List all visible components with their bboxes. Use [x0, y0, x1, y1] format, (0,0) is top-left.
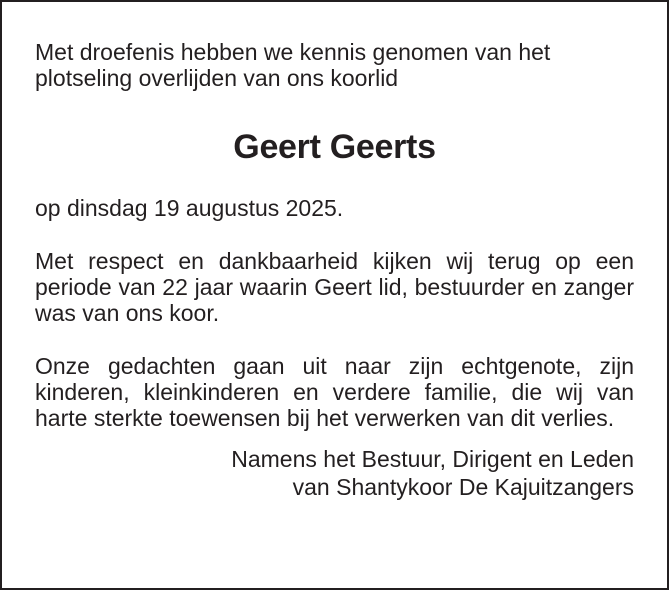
intro-line-2: plotseling overlijden van ons koorlid — [35, 65, 399, 91]
date-line: op dinsdag 19 augustus 2025. — [35, 195, 344, 221]
signature-block — [35, 445, 634, 501]
intro-text — [35, 39, 634, 91]
intro-line-1: Met droefenis hebben we kennis genomen van het — [35, 39, 551, 65]
respect-paragraph: Met respect en dankbaarheid kijken wij terug op een periode van 22 jaar waarin Geert lid, bestuurder en zanger was van ons koor. — [35, 248, 634, 326]
signature-line-1: Namens het Bestuur, Dirigent en Leden — [231, 446, 634, 472]
signature-line-2: van Shantykoor De Kajuitzangers — [292, 474, 634, 500]
deceased-name: Geert Geerts — [233, 128, 436, 166]
thoughts-paragraph: Onze gedachten gaan uit naar zijn echtgenote, zijn kinderen, kleinkinderen en verdere familie, die wij van harte sterkte toewensen bij het verwerken van dit verlies. — [35, 353, 634, 431]
